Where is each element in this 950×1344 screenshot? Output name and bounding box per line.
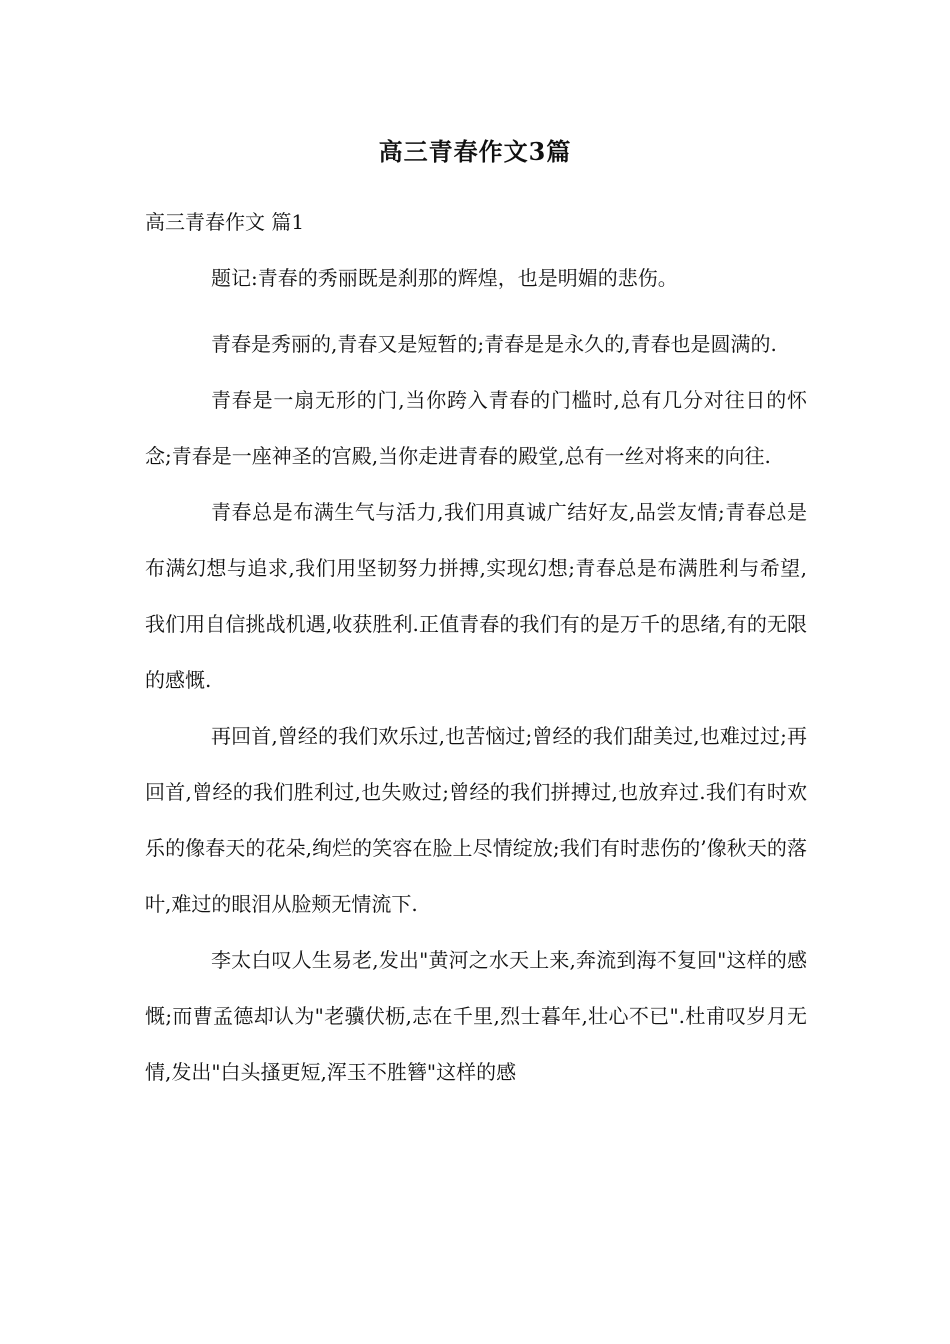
section-heading: 高三青春作文 篇1 <box>145 210 305 234</box>
paragraph: 青春是一扇无形的门,当你跨入青春的门槛时,总有几分对往日的怀念;青春是一座神圣的宫殿,当你走进青春的殿堂,总有一丝对将来的向往. <box>145 388 807 468</box>
document-title: 高三青春作文3篇 <box>378 137 572 166</box>
paragraph: 青春总是布满生气与活力,我们用真诚广结好友,品尝友情;青春总是布满幻想与追求,我们用坚韧努力拼搏,实现幻想;青春总是布满胜利与希望,我们用自信挑战机遇,收获胜利.正值青春的我们有的是万千的思绪,有的无限的感慨. <box>145 500 807 692</box>
paragraph-epigraph: 题记:青春的秀丽既是刹那的辉煌，也是明媚的悲伤。 <box>211 266 678 290</box>
paragraph: 再回首,曾经的我们欢乐过,也苦恼过;曾经的我们甜美过,也难过过;再回首,曾经的我们胜利过,也失败过;曾经的我们拼搏过,也放弃过.我们有时欢乐的像春天的花朵,绚烂的笑容在脸上尽情绽放;我们有时悲伤的’像秋天的落叶,难过的眼泪从脸颊无情流下. <box>145 724 807 916</box>
document-body <box>145 258 807 1100</box>
paragraph: 李太白叹人生易老,发出"黄河之水天上来,奔流到海不复回"这样的感慨;而曹孟德却认为"老骥伏枥,志在千里,烈士暮年,壮心不已".杜甫叹岁月无情,发出"白头搔更短,浑玉不胜簪"这样的感 <box>145 948 807 1084</box>
paragraph: 青春是秀丽的,青春又是短暂的;青春是是永久的,青春也是圆满的. <box>211 332 777 356</box>
